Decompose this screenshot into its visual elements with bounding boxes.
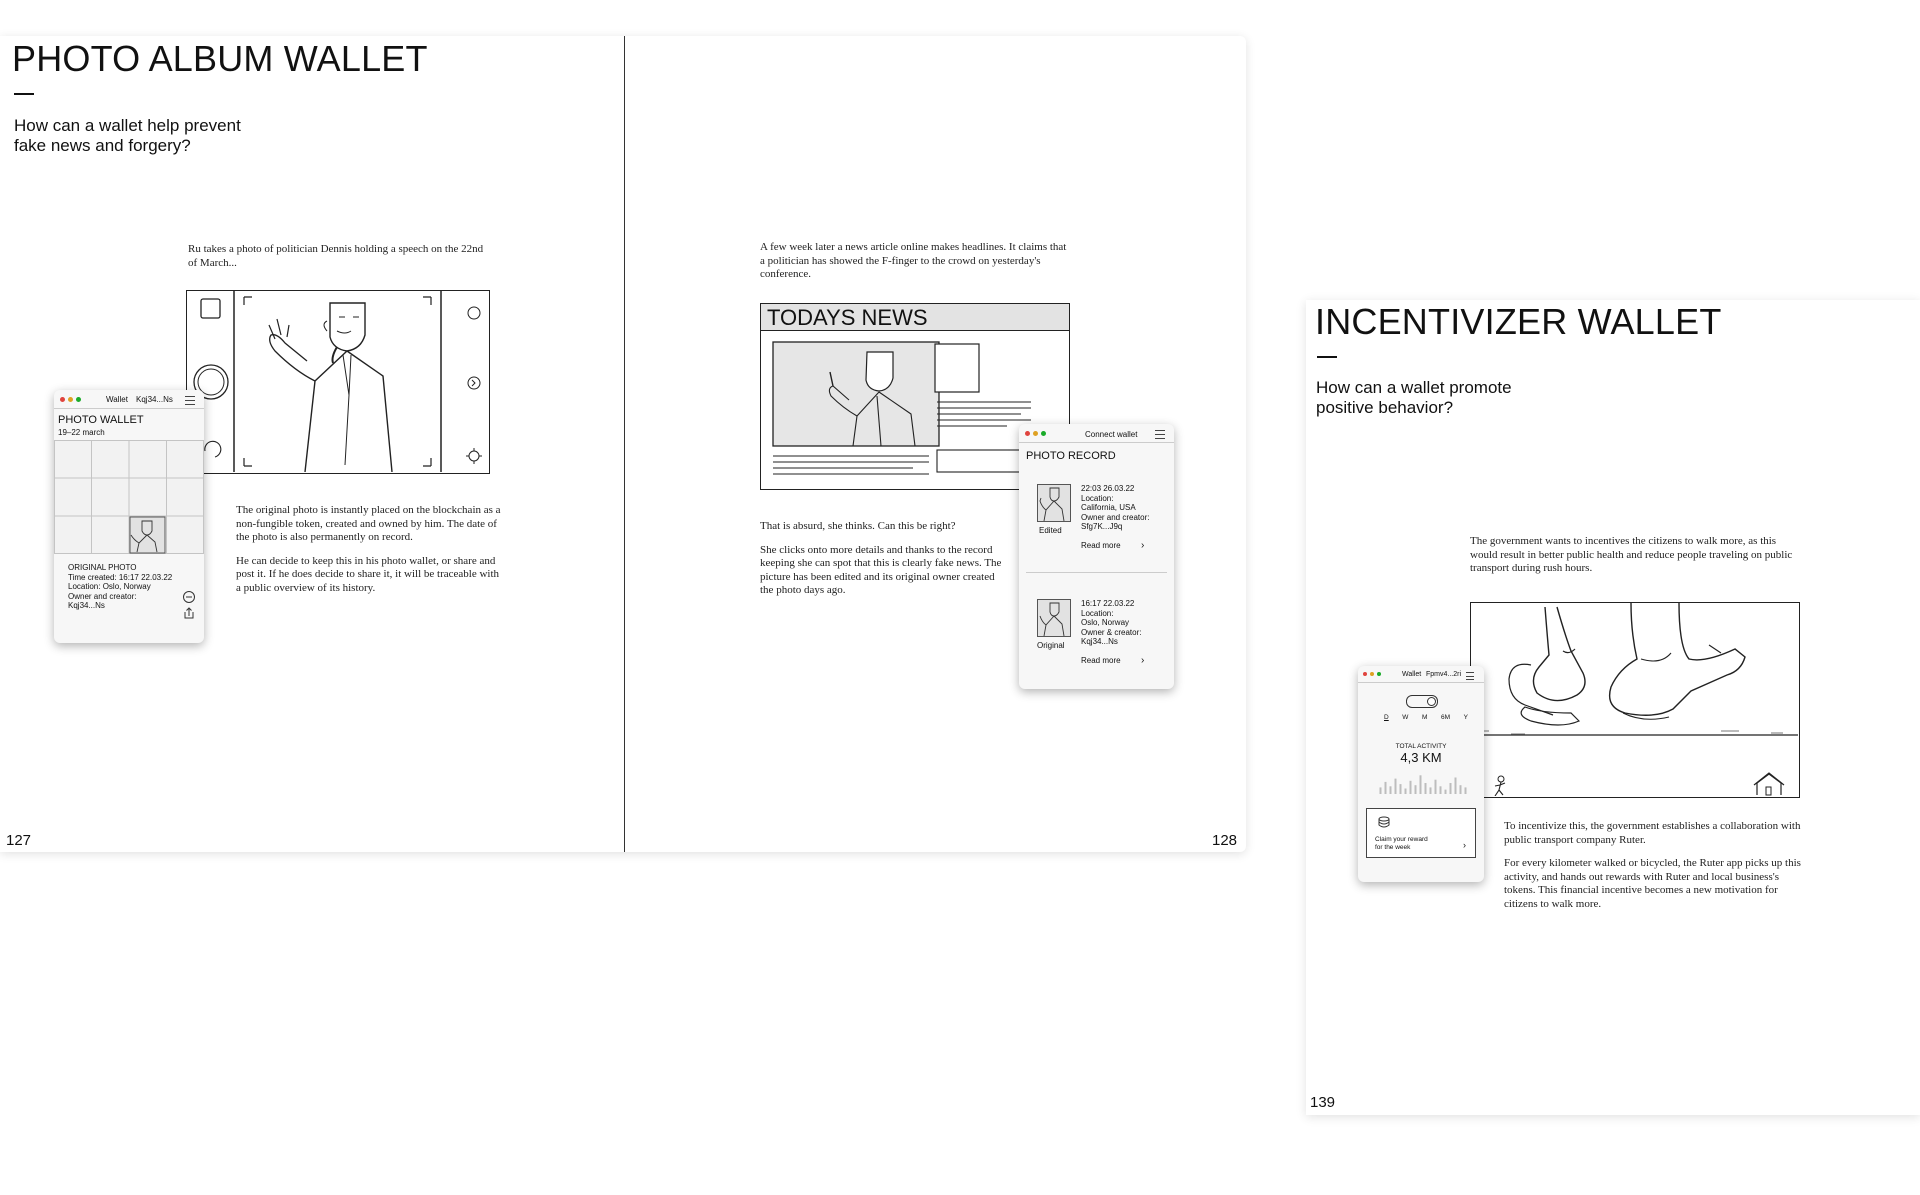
close-dot[interactable] xyxy=(1363,672,1367,676)
record-line: California, USA xyxy=(1081,503,1136,512)
window-controls xyxy=(60,397,81,402)
activity-bar xyxy=(1440,786,1442,794)
info-line: Location: Oslo, Norway xyxy=(68,582,151,591)
toggle-knob xyxy=(1427,697,1436,706)
activity-bar xyxy=(1410,781,1412,794)
activity-bar xyxy=(1390,786,1392,794)
total-activity-label: TOTAL ACTIVITY xyxy=(1395,743,1447,750)
wallet-address[interactable]: Fpmv4...2ri xyxy=(1426,671,1462,678)
menu-icon[interactable] xyxy=(1155,430,1165,439)
activity-bar xyxy=(1450,783,1452,794)
body-paragraph: For every kilometer walked or bicycled, the Ruter app picks up this activity, and hands out rewards with Ruter and local business's tokens. This financial incentive becomes a new motivation for citizens to walk more. xyxy=(1504,857,1801,910)
body-paragraph: That is absurd, she thinks. Can this be right? xyxy=(760,520,956,532)
window-controls xyxy=(1025,431,1046,436)
info-line: Kqj34...Ns xyxy=(68,601,105,610)
body-text-128 xyxy=(760,520,1005,608)
activity-toggle[interactable] xyxy=(1406,695,1438,708)
info-line: Owner and creator: xyxy=(68,591,137,601)
read-more-link[interactable]: Read more xyxy=(1081,656,1121,665)
record-divider xyxy=(1026,572,1167,573)
header-divider xyxy=(1019,442,1174,443)
period-tabs xyxy=(1384,713,1468,723)
question-line: How can a wallet promote xyxy=(1316,378,1512,397)
close-dot[interactable] xyxy=(60,397,65,402)
record-title: PHOTO RECORD xyxy=(1026,450,1116,462)
claim-reward-button[interactable] xyxy=(1366,808,1476,858)
tab-day[interactable]: D xyxy=(1384,714,1389,721)
read-more-link[interactable]: Read more xyxy=(1081,541,1121,550)
activity-bar xyxy=(1435,780,1437,794)
reward-text xyxy=(1375,836,1428,851)
photo-info xyxy=(68,563,172,611)
record-line: 16:17 22.03.22 xyxy=(1081,599,1135,608)
body-paragraph: The original photo is instantly placed on the blockchain as a non-fungible token, created and owned by him. The date of the photo is also permanently on record. xyxy=(236,504,501,543)
info-line: ORIGINAL PHOTO xyxy=(68,563,137,572)
record-tag: Edited xyxy=(1039,526,1062,535)
total-activity-value: 4,3 KM xyxy=(1400,750,1442,765)
page-question xyxy=(1316,378,1512,418)
wallet-label: Wallet xyxy=(1402,671,1422,678)
page-title-incentivizer-wallet: INCENTIVIZER WALLET xyxy=(1315,301,1722,342)
record-line: 22:03 26.03.22 xyxy=(1081,484,1135,493)
activity-bar xyxy=(1385,782,1387,794)
tab-month[interactable]: M xyxy=(1422,714,1428,721)
body-paragraph: He can decide to keep this in his photo wallet, or share and post it. If he does decide to share it, it will be traceable with a public overview of its history. xyxy=(236,554,500,594)
chevron-right-icon: › xyxy=(1463,840,1466,850)
camera-illustration xyxy=(186,290,490,474)
activity-bar xyxy=(1445,790,1447,794)
wallet-label: Wallet xyxy=(106,395,128,404)
header-divider xyxy=(1358,682,1484,683)
question-line: positive behavior? xyxy=(1316,398,1454,417)
window-controls xyxy=(1363,672,1381,676)
record-item-edited[interactable] xyxy=(1019,474,1174,574)
page-number-139: 139 xyxy=(1310,1094,1336,1111)
activity-bar xyxy=(1395,779,1397,794)
tab-six-months[interactable]: 6M xyxy=(1441,714,1451,721)
intro-text: The government wants to incentives the citizens to walk more, as this would result in better public health and reduce people traveling on public transport during rush hours. xyxy=(1470,535,1793,574)
minimize-dot[interactable] xyxy=(68,397,73,402)
menu-icon[interactable] xyxy=(1466,672,1474,680)
photo-record-card xyxy=(1019,424,1174,689)
menu-icon[interactable] xyxy=(185,396,195,405)
close-dot[interactable] xyxy=(1025,431,1030,436)
page-question xyxy=(14,116,241,156)
activity-bar xyxy=(1415,785,1417,794)
record-line: Owner & creator: xyxy=(1081,627,1142,637)
activity-bar xyxy=(1460,785,1462,794)
book-spine xyxy=(624,36,625,852)
record-item-original[interactable] xyxy=(1019,579,1174,679)
reward-stack-icon xyxy=(1376,816,1392,828)
title-dash xyxy=(1317,356,1337,358)
activity-bar xyxy=(1430,787,1432,794)
body-text-127 xyxy=(236,504,504,605)
body-paragraph: To incentivize this, the government establishes a collaboration with public transport company Ruter. xyxy=(1504,820,1801,846)
record-line: Kqj34...Ns xyxy=(1081,637,1118,646)
activity-bar-chart xyxy=(1378,770,1468,794)
more-options-icon[interactable] xyxy=(182,590,196,604)
tab-week[interactable]: W xyxy=(1402,714,1409,721)
record-line: Sfg7K...J9q xyxy=(1081,522,1123,531)
maximize-dot[interactable] xyxy=(1377,672,1381,676)
photo-wallet-card xyxy=(54,390,204,643)
record-line: Owner and creator: xyxy=(1081,512,1150,522)
activity-bar xyxy=(1380,787,1382,794)
original-photo-thumbnail[interactable] xyxy=(1037,599,1071,637)
chevron-right-icon[interactable]: › xyxy=(1141,540,1145,551)
camera-drawing xyxy=(187,291,488,472)
minimize-dot[interactable] xyxy=(1033,431,1038,436)
wallet-title: PHOTO WALLET xyxy=(58,414,144,426)
walking-drawing xyxy=(1471,603,1798,796)
activity-bar xyxy=(1420,775,1422,794)
activity-bar xyxy=(1405,789,1407,795)
body-paragraph: She clicks onto more details and thanks to the record keeping she can spot that this is clearly fake news. The picture has been edited and its original owner created the photo days ago. xyxy=(760,543,1002,596)
activity-bar xyxy=(1455,778,1457,795)
reward-line: Claim your reward xyxy=(1375,836,1428,843)
activity-bar xyxy=(1400,784,1402,794)
minimize-dot[interactable] xyxy=(1370,672,1374,676)
record-details xyxy=(1081,599,1141,647)
activity-wallet-card xyxy=(1358,666,1484,882)
reward-line: for the week xyxy=(1375,843,1411,851)
header-divider xyxy=(54,408,204,409)
question-line: How can a wallet help prevent xyxy=(14,116,241,135)
info-line: Time created: 16:17 22.03.22 xyxy=(68,572,173,582)
wallet-address[interactable]: Kqj34...Ns xyxy=(136,395,173,404)
chevron-right-icon[interactable]: › xyxy=(1141,655,1145,666)
maximize-dot[interactable] xyxy=(76,397,81,402)
connect-wallet-button[interactable]: Connect wallet xyxy=(1085,430,1138,439)
photo-grid[interactable] xyxy=(54,440,204,554)
page-number-127: 127 xyxy=(6,832,32,849)
record-line: Oslo, Norway xyxy=(1081,618,1130,627)
tab-year[interactable]: Y xyxy=(1463,714,1468,721)
caption-photo: Ru takes a photo of politician Dennis holding a speech on the 22nd of March... xyxy=(188,243,484,269)
edited-photo-thumbnail[interactable] xyxy=(1037,484,1071,522)
page-number-128: 128 xyxy=(1212,832,1238,849)
activity-bar xyxy=(1465,787,1467,794)
caption-news: A few week later a news article online makes headlines. It claims that a politician has showed the F-finger to the crowd on yesterday's conference. xyxy=(760,241,1067,280)
record-details xyxy=(1081,484,1149,532)
body-text-139 xyxy=(1504,820,1804,921)
record-line: Location: xyxy=(1081,493,1114,503)
title-dash xyxy=(14,93,34,95)
wallet-date-range: 19–22 march xyxy=(58,428,105,437)
newspaper-heading: TODAYS NEWS xyxy=(767,305,928,330)
record-tag: Original xyxy=(1037,641,1065,650)
record-line: Location: xyxy=(1081,608,1114,618)
share-icon[interactable] xyxy=(182,606,196,620)
page-title-photo-album-wallet: PHOTO ALBUM WALLET xyxy=(12,38,428,79)
question-line: fake news and forgery? xyxy=(14,136,191,155)
activity-bar xyxy=(1425,783,1427,794)
walking-illustration xyxy=(1470,602,1800,798)
maximize-dot[interactable] xyxy=(1041,431,1046,436)
